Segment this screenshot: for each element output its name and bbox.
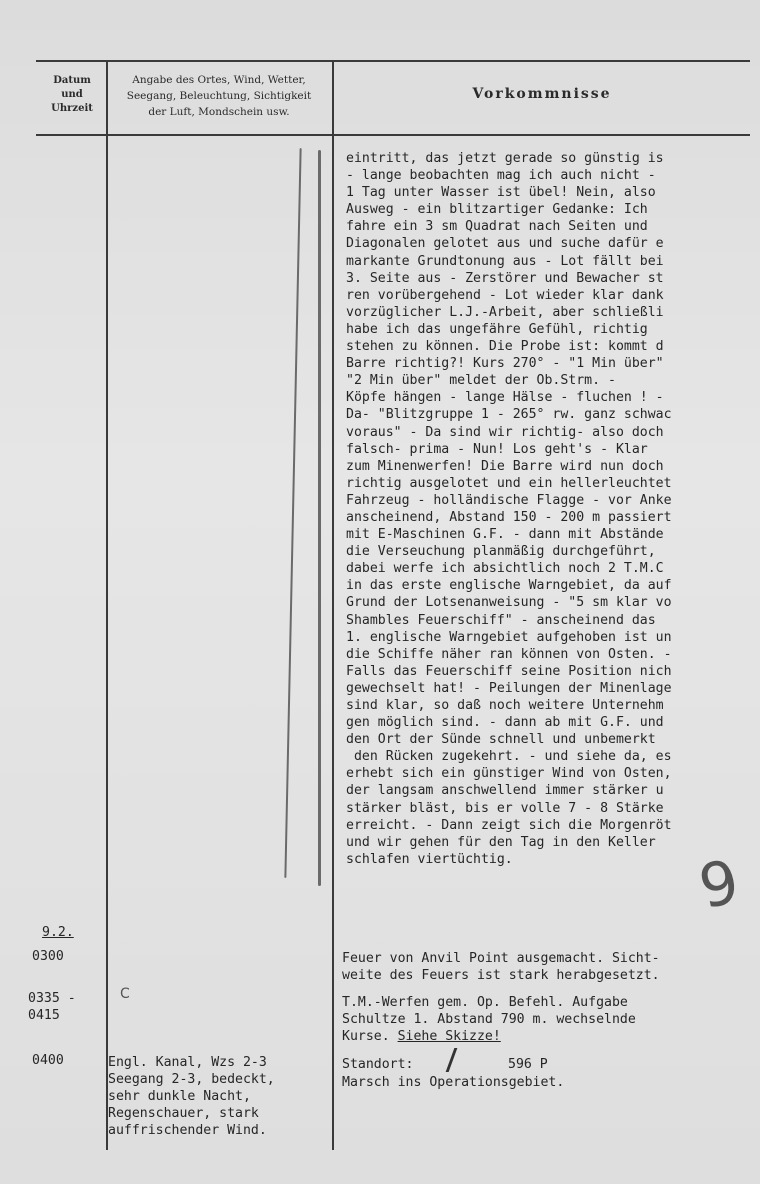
sketch-reference: Siehe Skizze! xyxy=(397,1029,501,1044)
narrative-text: eintritt, das jetzt gerade so günstig is - lange beobachten mag ich auch nicht - 1 Tag unter Wasser ist übel! Nein, also Ausweg - ein blitzartiger Gedanke: Ich fahre ein 3 sm Quadrat nach Seiten und Diagonalen gelotet aus und suche dafür e markante Grundtonung aus - Lot fällt bei 3. Seite aus - Zerstörer und Bewacher st ren vorübergehend - Lot wieder klar dank vorzüglicher L.J.-Arbeit, aber schließli habe ich das ungefähre Gefühl, richtig stehen zu können. Die Probe ist: kommt d Barre richtig?! Kurs 270° - "1 Min über" "2 Min über" meldet der Ob.Strm. - Köpfe hängen - lange Hälse - fluchen ! - Da- "Blitzgruppe 1 - 265° rw. ganz schwac voraus" - Da sind wir richtig- also doch falsch- prima - Nun! Los geht's - Klar zum Minenwerfen! Die Barre wird nun doch richtig ausgelotet und ein hellerleuchtet Fahrzeug - holländische Flagge - vor Anke anscheinend, Abstand 150 - 200 m passiert mit E-Maschinen G.F. - dann mit Abstände die Verseuchung planmäßig durchgeführt, dabei werfe ich absichtlich noch 2 T.M.C in das erste englische Warngebiet, da auf Grund der Lotsenanweisung - "5 sm klar vo Shambles Feuerschiff" - anscheinend das 1. englische Warngebiet aufgehoben ist un die Schiffe näher ran können von Osten. - Falls das Feuerschiff seine Position nich gewechselt hat! - Peilungen der Minenlage sind klar, so daß noch weitere Unternehm gen möglich sind. - dann ab mit G.F. und den Ort der Sünde schnell und unbemerkt den Rücken zugekehrt. - und siehe da, es erhebt sich ein günstiger Wind von Osten, der langsam anschwellend immer stärker u stärker bläst, bis er volle 7 - 8 Stärke erreicht. - Dann zeigt sich die Morgenröt und wir gehen für den Tag in den Keller schlafen viertüchtig. xyxy=(346,151,672,867)
entry-date: 9.2. xyxy=(42,925,74,940)
handwritten-page-mark: 9 xyxy=(693,846,746,924)
header-date-line: Datum xyxy=(53,75,91,86)
pencil-line xyxy=(284,148,301,878)
entry-events-kurse xyxy=(342,1028,501,1045)
header-location-line: Angabe des Ortes, Wind, Wetter, xyxy=(132,74,306,86)
standort-value: 596 P xyxy=(508,1057,548,1072)
header-events-column: Vorkommnisse xyxy=(472,86,612,102)
top-border xyxy=(36,60,750,62)
marsch-text: Marsch ins Operationsgebiet. xyxy=(342,1075,565,1090)
header-date-column xyxy=(40,74,104,116)
entry-events: T.M.-Werfen gem. Op. Befehl. Aufgabe Schultze 1. Abstand 790 m. wechselnde xyxy=(342,995,636,1027)
pencil-line xyxy=(318,150,321,886)
header-location-line: Seegang, Beleuchtung, Sichtigkeit xyxy=(126,90,312,102)
header-location-column xyxy=(110,72,328,120)
column-divider-1 xyxy=(106,60,108,1150)
kurse-prefix: Kurse. xyxy=(342,1029,398,1044)
header-bottom-border xyxy=(36,134,750,136)
entry-location: Engl. Kanal, Wzs 2-3 Seegang 2-3, bedeckt, sehr dunkle Nacht, Regenschauer, stark auffrischender Wind. xyxy=(108,1055,275,1138)
margin-mark: C xyxy=(120,986,130,1002)
entry-events: Feuer von Anvil Point ausgemacht. Sicht- weite des Feuers ist stark herabgesetzt. xyxy=(342,951,660,983)
column-divider-2 xyxy=(332,60,334,1150)
entry-time: 0400 xyxy=(32,1053,64,1068)
header-location-line: der Luft, Mondschein usw. xyxy=(148,106,290,118)
redaction-mark xyxy=(446,1048,472,1072)
header-date-line: Uhrzeit xyxy=(51,103,93,114)
standort-label: Standort: xyxy=(342,1057,414,1072)
entry-time: 0335 - 0415 xyxy=(28,991,76,1023)
entry-time: 0300 xyxy=(32,949,64,964)
header-date-line: und xyxy=(61,89,83,100)
